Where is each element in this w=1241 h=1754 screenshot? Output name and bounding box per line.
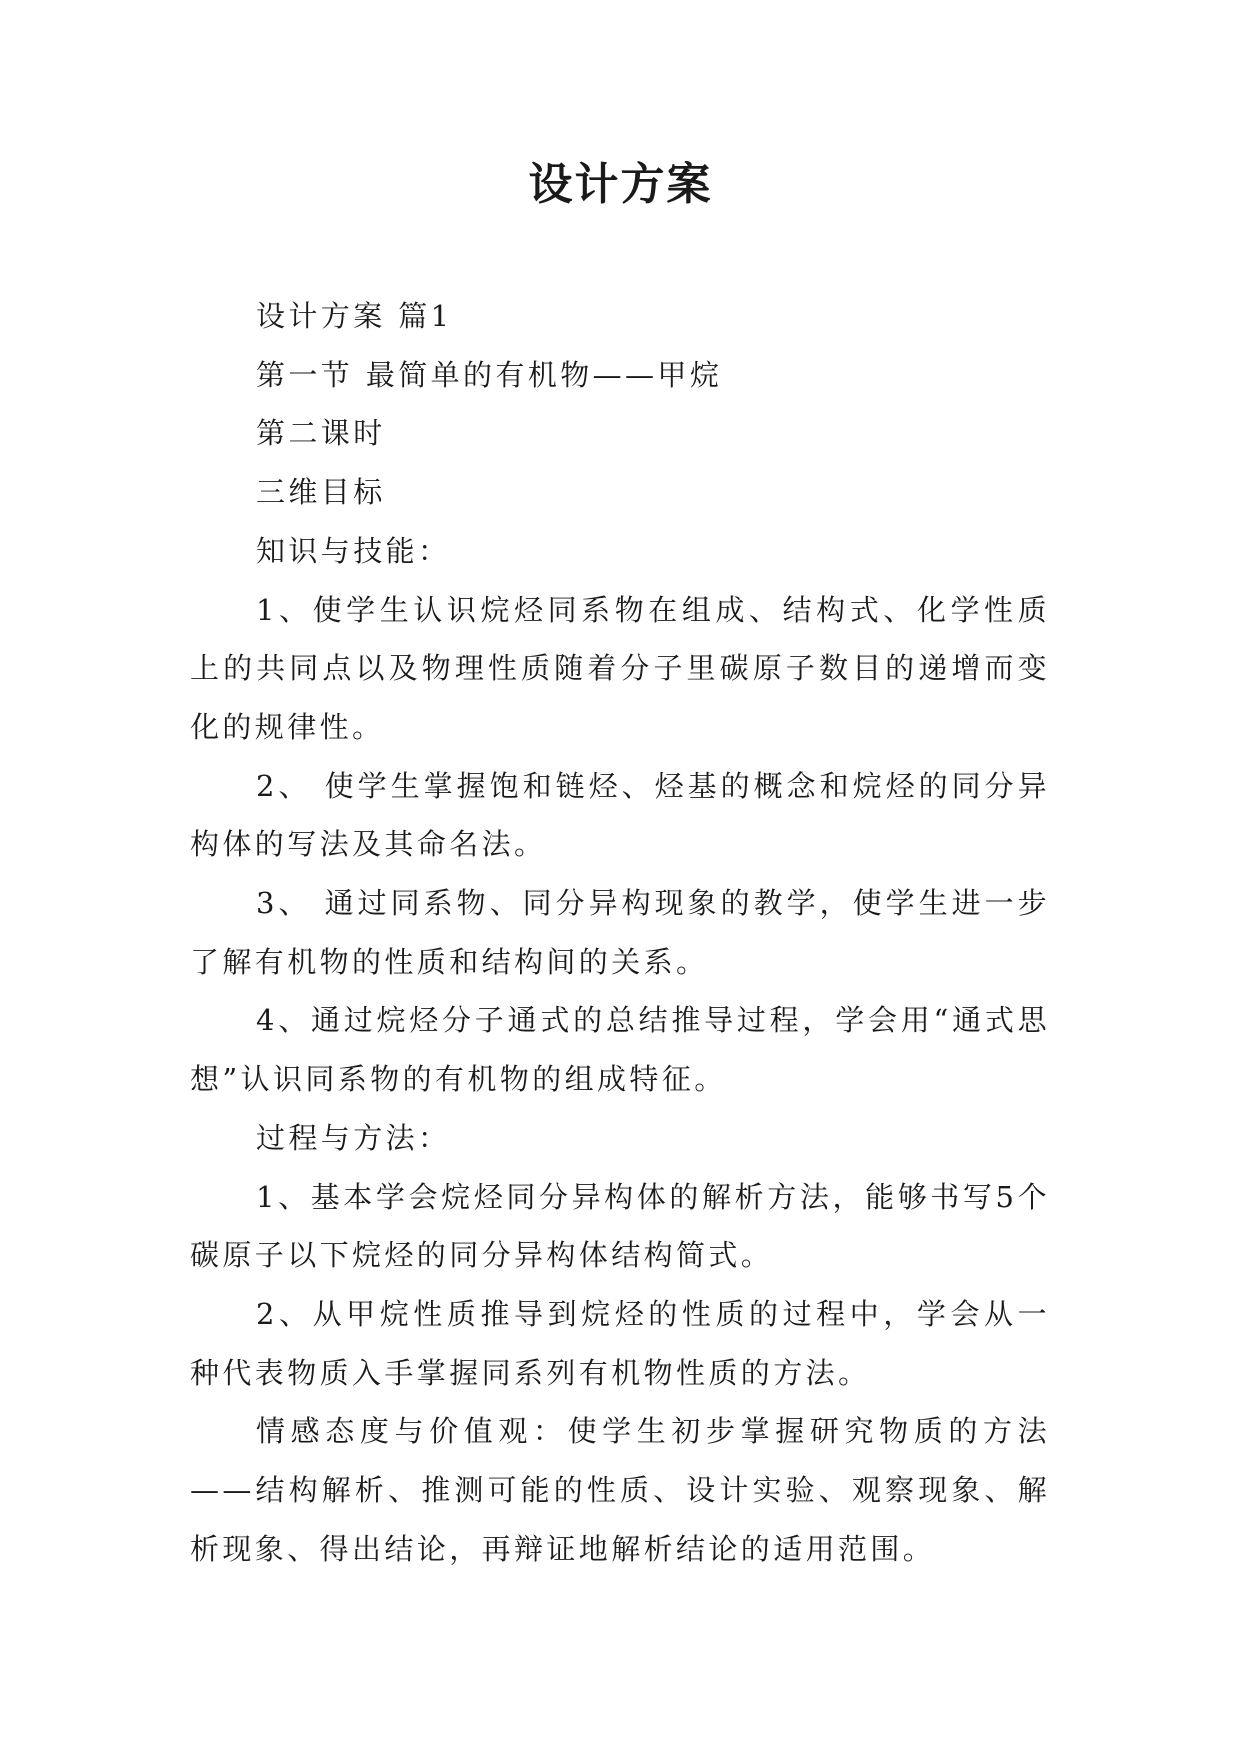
process-item-1: 1、基本学会烷烃同分异构体的解析方法，能够书写5个碳原子以下烷烃的同分异构体结构简式。	[190, 1179, 1050, 1273]
process-heading: 过程与方法：	[256, 1120, 451, 1155]
document-title: 设计方案	[528, 159, 713, 210]
knowledge-item-3: 3、 通过同系物、同分异构现象的教学，使学生进一步了解有机物的性质和结构间的关系。	[190, 886, 1050, 979]
process-item-2: 2、从甲烷性质推导到烷烃的性质的过程中，学会从一种代表物质入手掌握同系列有机物性质的方法。	[190, 1296, 1050, 1390]
values-paragraph: 情感态度与价值观：使学生初步掌握研究物质的方法——结构解析、推测可能的性质、设计实验、观察现象、解析现象、得出结论，再辩证地解析结论的适用范围。	[190, 1414, 1050, 1566]
objectives-heading: 三维目标	[256, 475, 386, 510]
knowledge-item-2: 2、 使学生掌握饱和链烃、烃基的概念和烷烃的同分异构体的写法及其命名法。	[190, 768, 1050, 862]
section-heading: 设计方案 篇1	[256, 299, 453, 333]
document-body	[190, 287, 1050, 1578]
knowledge-item-4: 4、通过烷烃分子通式的总结推导过程，学会用“通式思想”认识同系物的有机物的组成特征。	[190, 1003, 1050, 1097]
knowledge-heading: 知识与技能：	[256, 533, 451, 568]
chapter-heading: 第一节 最简单的有机物——甲烷	[256, 357, 723, 392]
knowledge-item-1: 1、使学生认识烷烃同系物在组成、结构式、化学性质上的共同点以及物理性质随着分子里碳原子数目的递增而变化的规律性。	[190, 592, 1050, 744]
lesson-heading: 第二课时	[256, 416, 386, 451]
